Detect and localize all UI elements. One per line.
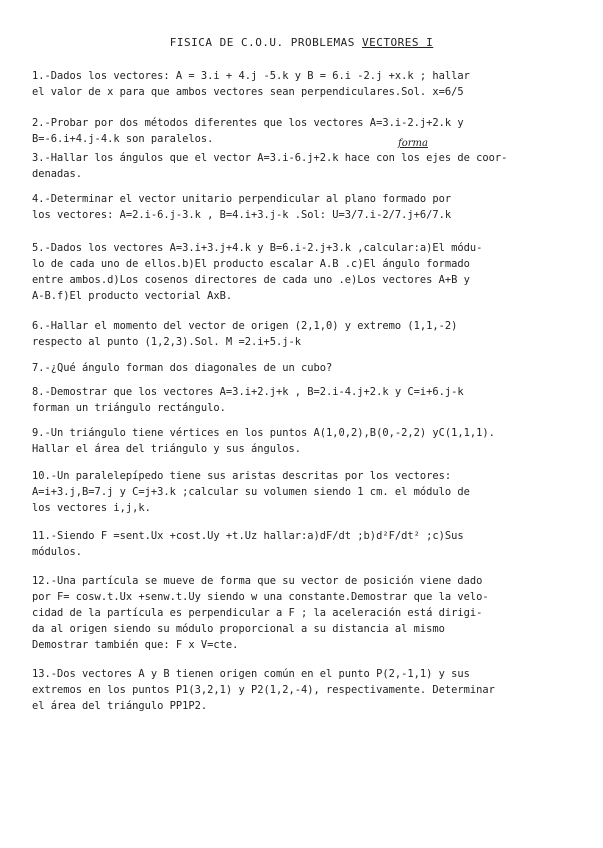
title-prefix: FISICA DE C.O.U. PROBLEMAS [169,36,363,49]
problem-6: 6.-Hallar el momento del vector de origen (2,1,0) y extremo (1,1,-2) respecto al punto (1,2,3).Sol. M =2.i+5.j-k [32,320,458,348]
problem-3: 3.-Hallar los ángulos que el vector A=3.i-6.j+2.k hace con los ejes de coor- denadas. [32,152,508,180]
page-title [0,36,603,49]
problem-12: 12.-Una partícula se mueve de forma que su vector de posición viene dado por F= cosw.t.Ux +senw.t.Uy siendo w una constante.Demostrar que la velo- cidad de la partícula es perpendicular a F ; la aceleración está dirigi- da al origen siendo su módulo proporcional a su distancia al mismo Demostrar también que: F x V=cte. [32,575,489,651]
problem-4: 4.-Determinar el vector unitario perpendicular al plano formado por los vectores: A=2.i-6.j-3.k , B=4.i+3.j-k .Sol: U=3/7.i-2/7.j+6/7.k [32,193,452,221]
problem-10: 10.-Un paralelepípedo tiene sus aristas descritas por los vectores: A=i+3.j,B=7.j y C=j+3.k ;calcular su volumen siendo 1 cm. el módulo de los vectores i,j,k. [32,470,470,514]
problem-5: 5.-Dados los vectores A=3.i+3.j+4.k y B=6.i-2.j+3.k ,calcular:a)El módu- lo de cada uno de ellos.b)El producto escalar A.B .c)El ángulo formado entre ambos.d)Los cosenos directores de cada uno .e)Los vectores A+B y A-B.f)El producto vectorial AxB. [32,242,483,302]
problem-7: 7.-¿Qué ángulo forman dos diagonales de un cubo? [32,362,333,374]
problem-1: 1.-Dados los vectores: A = 3.i + 4.j -5.k y B = 6.i -2.j +x.k ; hallar el valor de x para que ambos vectores sean perpendiculares.Sol. x=6/5 [32,70,470,98]
problem-11: 11.-Siendo F =sent.Ux +cost.Uy +t.Uz hallar:a)dF/dt ;b)d²F/dt² ;c)Sus módulos. [32,530,464,558]
problem-2: 2.-Probar por dos métodos diferentes que los vectores A=3.i-2.j+2.k y B=-6.i+4.j-4.k son paralelos. [32,117,464,145]
problem-8: 8.-Demostrar que los vectores A=3.i+2.j+k , B=2.i-4.j+2.k y C=i+6.j-k forman un triángulo rectángulo. [32,386,464,414]
handwritten-annotation: forma [398,138,428,149]
problem-13: 13.-Dos vectores A y B tienen origen común en el punto P(2,-1,1) y sus extremos en los puntos P1(3,2,1) y P2(1,2,-4), respectivamente. Determinar el área del triángulo PP1P2. [32,668,495,712]
problem-9: 9.-Un triángulo tiene vértices en los puntos A(1,0,2),B(0,-2,2) yC(1,1,1). Hallar el área del triángulo y sus ángulos. [32,427,495,455]
title-topic: VECTORES I [362,36,434,49]
